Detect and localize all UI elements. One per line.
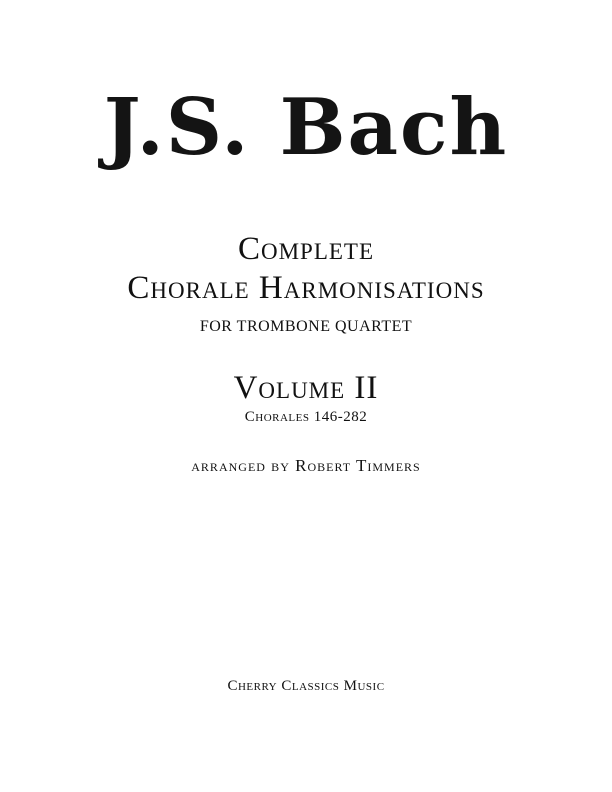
title-line-1: Complete <box>237 231 375 267</box>
title-line-2: Chorale Harmonisations <box>127 270 485 306</box>
arranger-credit: arranged by Robert Timmers <box>191 456 421 475</box>
composer-name: J.S. Bach <box>103 82 509 173</box>
chorale-range: Chorales 146-282 <box>244 409 368 425</box>
publisher-name: Cherry Classics Music <box>227 678 385 694</box>
volume-heading: Volume II <box>233 370 379 406</box>
instrumentation-subtitle: FOR TROMBONE QUARTET <box>199 318 413 335</box>
